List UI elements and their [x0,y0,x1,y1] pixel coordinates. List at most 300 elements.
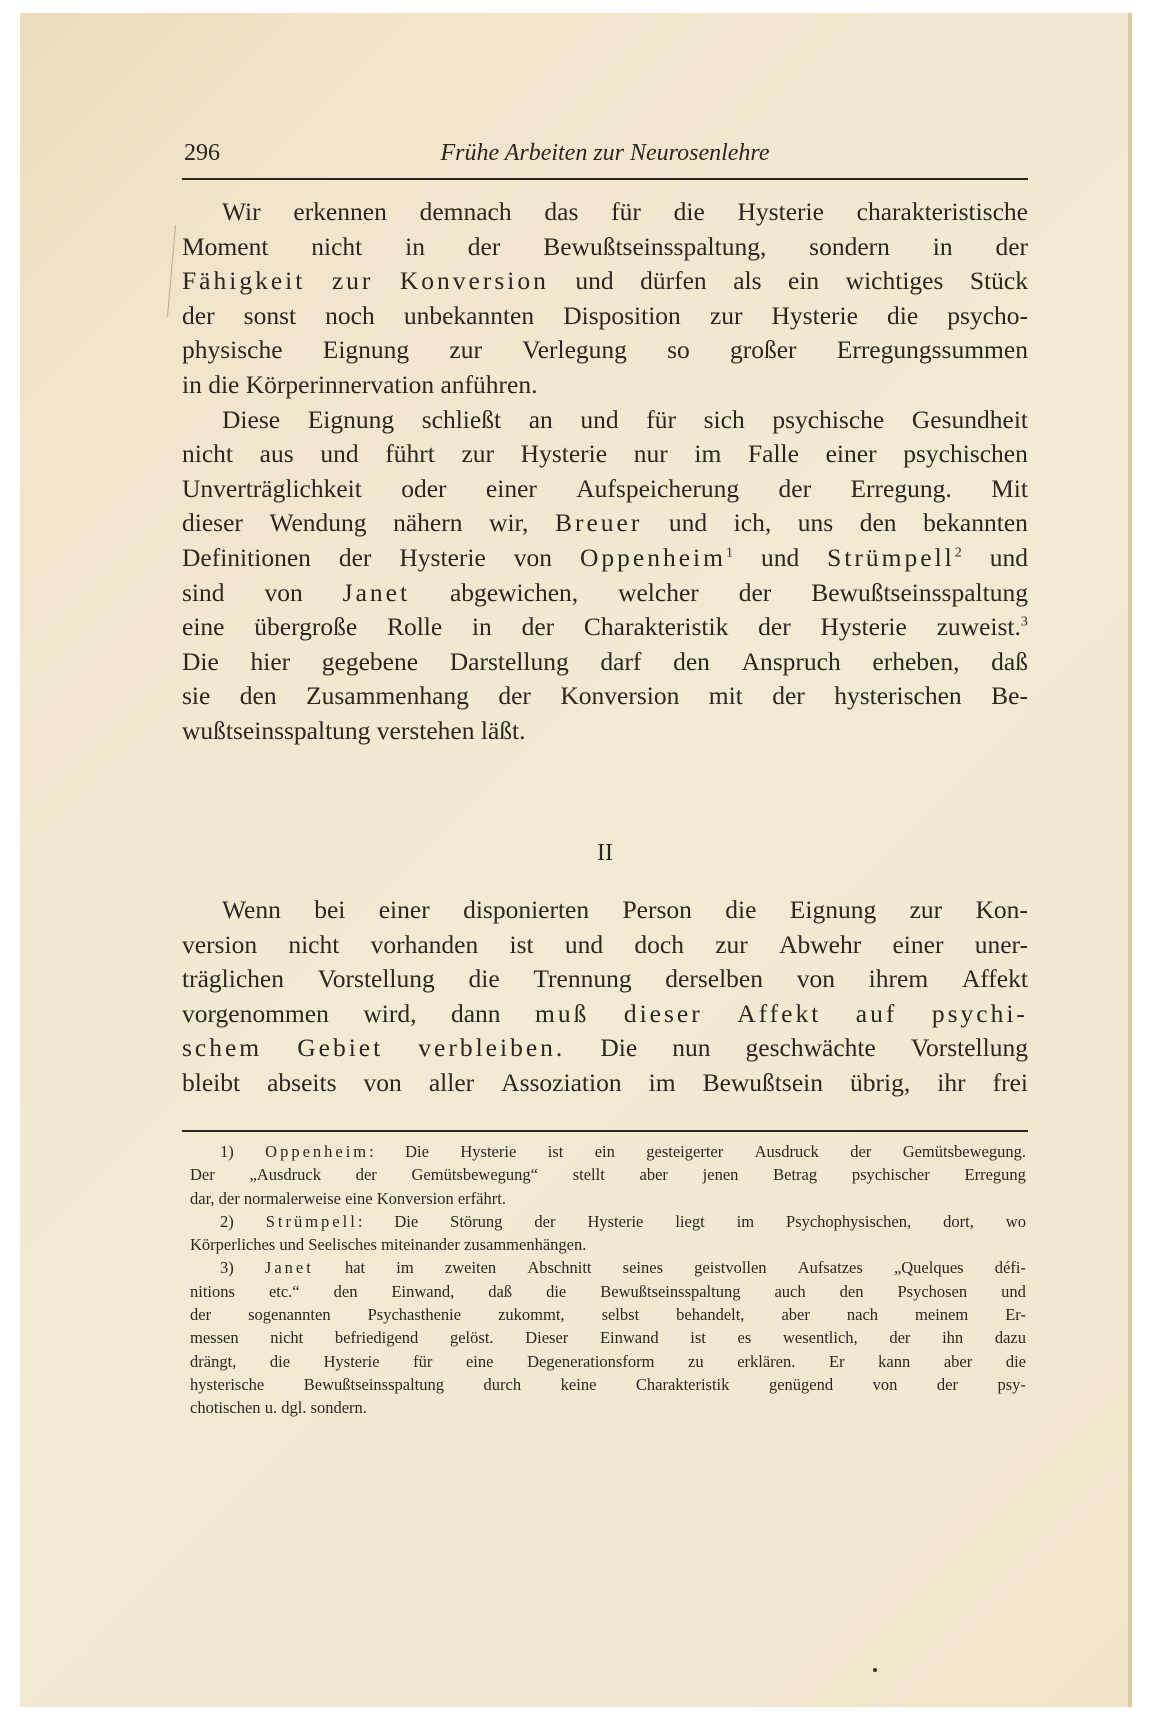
word [208,370,246,399]
word [857,195,1028,230]
word [325,299,375,334]
text-run: Stück [969,266,1028,296]
word [265,1398,282,1417]
text-run: die [673,197,705,226]
emphasized-text: auf [855,998,898,1028]
text-run: Hysterie [587,1211,644,1231]
text-run: einer [825,439,877,469]
word [860,506,897,541]
text-run: aus [259,439,294,469]
word [182,333,283,368]
word [488,1280,512,1303]
word [472,610,492,645]
word [703,1066,823,1101]
word [595,1140,615,1163]
word [580,403,618,438]
text-run: Erregung [964,1165,1026,1185]
word [897,1280,967,1303]
word [460,1140,516,1163]
word [368,1303,461,1326]
text-run: den [673,646,710,676]
word [182,679,210,714]
text-run: 2) [220,1211,234,1231]
text-line [182,928,1028,963]
text-run: hat [344,1258,366,1278]
word [377,716,481,745]
text-run: keine [560,1374,597,1394]
footnote-line [190,1303,1026,1326]
section-heading: II [597,840,613,866]
word [995,1256,1026,1279]
text-run: es [737,1328,752,1348]
text-run: kann [878,1351,911,1371]
word [576,472,739,507]
text-run: hysterische [190,1374,265,1394]
word [942,1326,963,1349]
text-run: eine [465,1351,494,1371]
word [837,333,1028,368]
text-run: im [736,1211,755,1231]
word [182,1031,262,1066]
text-run: wir, [489,508,529,538]
word [669,506,707,541]
text-run: nicht [270,1328,304,1348]
footnote-divider [182,1130,1028,1132]
word [733,264,761,299]
word [573,1163,605,1186]
text-run: seines [622,1258,663,1278]
emphasized-text: Strümpell [827,542,955,572]
word [561,1373,597,1396]
word [758,610,791,645]
text-run: Hysterie [323,1351,380,1371]
word [498,1303,564,1326]
word [182,610,224,645]
word [998,1373,1026,1396]
text-run: in [405,231,425,261]
text-line [182,333,1028,368]
word [190,1235,279,1254]
text-run: daß [991,646,1028,676]
footnote-line [190,1350,1026,1373]
word [1005,1303,1026,1326]
word [220,1256,234,1279]
text-run: Bewußtsein [702,1067,823,1097]
word [190,1398,265,1417]
word [394,1210,418,1233]
word [611,195,641,230]
word [739,576,772,611]
word [912,403,1028,438]
text-run: der [758,612,791,642]
text-run: Er [828,1351,845,1371]
word [915,1303,968,1326]
word [266,1210,363,1233]
word [324,1350,380,1373]
word [887,299,918,334]
word [734,506,772,541]
word [418,1031,565,1066]
text-run: Kon- [975,895,1028,924]
text-run: der [218,1188,240,1208]
word [450,645,569,680]
text-run: Psychosen [897,1281,968,1301]
word [1006,1210,1026,1233]
text-run: Körperliches [190,1235,276,1255]
word [636,1373,729,1396]
text-run: meinem [915,1305,969,1325]
word [182,370,208,399]
section-1-text [182,195,1028,749]
text-run: der [738,577,772,607]
text-run: selbst [601,1305,640,1325]
text-run: nicht [288,929,340,959]
word [933,230,953,265]
footnote-line [190,1280,1026,1303]
running-title: Frühe Arbeiten zur Neurosenlehre [440,140,770,166]
text-line [182,437,1028,472]
word [222,893,281,928]
text-run: nähern [393,508,463,538]
word [190,1163,215,1186]
text-run: psychischen [903,439,1028,469]
text-run: von [264,577,303,607]
word [737,1350,795,1373]
text-run: bekannten [923,508,1028,538]
text-run: psycho- [947,300,1028,330]
word [892,928,943,963]
word [190,1189,219,1208]
word [634,437,668,472]
pencil-margin-mark [167,225,176,317]
text-run: und [668,508,708,538]
text-line [182,714,1028,749]
word [182,1066,240,1101]
text-run: Vorstellung [317,964,435,994]
word [182,576,225,611]
word [737,997,821,1032]
text-run: zur [709,300,743,330]
text-run: die [208,369,240,399]
word [385,437,435,472]
text-run: für [646,404,676,434]
text-run: zur [449,335,482,365]
text-run: vorgenommen [182,998,329,1028]
word [222,195,261,230]
word [872,645,959,680]
word [676,1303,744,1326]
word [761,541,799,576]
text-run: von [872,1374,898,1394]
text-run: der [778,473,812,503]
footnote-line [190,1140,1026,1163]
text-run: Hysterie [820,612,907,642]
word [846,264,944,299]
text-run: der [355,1165,377,1185]
text-run: der [521,612,555,642]
word [565,928,603,963]
text-run: Trennung [533,964,632,994]
word [514,541,552,576]
text-run: Psychophysischen, [786,1211,912,1231]
text-run: und [760,542,800,572]
word [182,230,268,265]
text-run: die [468,964,500,994]
word [468,962,499,997]
word [293,195,386,230]
word [322,645,418,680]
text-run: stellt [572,1165,605,1185]
word [587,1210,643,1233]
word [250,645,290,680]
word [772,299,858,334]
word [269,506,366,541]
text-run: „Ausdruck [249,1165,321,1185]
word [991,645,1028,680]
word [746,1031,876,1066]
word [580,541,733,576]
text-run: zusammenhängen. [464,1235,587,1255]
emphasized-text: zur [331,266,374,296]
word [318,962,435,997]
text-run: normalerweise [243,1188,341,1208]
word [281,1398,310,1417]
footnote-line [190,1187,1026,1210]
text-run: Hysterie [771,300,858,330]
text-run: läßt. [480,715,526,745]
word [265,1140,374,1163]
text-line [182,230,1028,265]
text-run: ich, [733,508,772,538]
word [850,1140,871,1163]
word [529,403,553,438]
text-run: wird, [363,998,417,1028]
word [451,997,501,1032]
footnote-ref[interactable]: 1 [725,545,733,561]
text-run: die [1005,1351,1026,1371]
word [343,576,410,611]
word [220,1210,234,1233]
text-run: einer [378,895,430,924]
emphasized-text: Strümpell [265,1211,358,1231]
word [943,1210,974,1233]
word [450,1210,502,1233]
text-run: Definitionen [182,542,311,572]
footnotes [190,1140,1026,1420]
word [219,1189,244,1208]
running-header [182,138,1028,180]
text-run: vorhanden [370,929,479,959]
text-line [182,1031,1028,1066]
word [498,679,531,714]
word [363,997,416,1032]
text-line [182,893,1028,928]
word [399,541,485,576]
text-run: der [182,300,215,330]
text-run: der [338,542,372,572]
emphasized-text: Oppenheim [265,1142,370,1161]
word [182,962,284,997]
word [546,1280,566,1303]
text-run: Moment [182,231,269,261]
text-run: darf [600,646,642,676]
text-run: Charakteristik [635,1374,730,1394]
text-run: Psychasthenie [367,1305,462,1325]
text-run: chotischen [190,1398,261,1418]
footnote-line [190,1210,1026,1233]
emphasized-text: psychi- [931,998,1028,1028]
text-run: Ausdruck [754,1142,819,1161]
word [265,1256,314,1279]
word [993,1066,1028,1101]
footnote-ref[interactable]: 3 [1020,614,1028,630]
word [600,1280,740,1303]
text-run: den [859,508,897,538]
word [737,1210,754,1233]
word [694,1256,766,1279]
text-run: Gemütsbewegung“ [411,1165,538,1185]
text-run: hier [250,646,291,676]
word [182,299,215,334]
word [420,195,512,230]
word [463,893,589,928]
word [391,1280,454,1303]
text-run: ein [594,1142,615,1161]
text-run: Eignung [307,404,395,434]
text-line [182,997,1028,1032]
text-run: hysterischen [834,681,962,711]
text-run: der [772,681,805,711]
word [458,1189,506,1208]
text-run: erkennen [293,197,387,226]
text-run: psychischer [851,1165,930,1185]
text-run: Konversion [560,681,680,711]
word [878,1350,910,1373]
text-run: Gesundheit [911,404,1028,434]
text-run: liegt [675,1211,705,1231]
word [461,437,494,472]
text-run: Bewußtseinsspaltung [303,1374,445,1394]
word [501,1066,621,1101]
text-run: zur [909,895,943,924]
word [320,437,358,472]
word [779,928,861,963]
word [182,997,329,1032]
word [525,1326,568,1349]
emphasized-text: verbleiben. [418,1033,566,1063]
word [811,576,1028,611]
word [248,1303,330,1326]
text-run: die [546,1281,567,1301]
word [1006,1350,1026,1373]
text-run: Vorstellung [910,1033,1028,1063]
footnote-ref[interactable]: 2 [954,545,962,561]
word [937,1066,965,1101]
text-run: übrig, [850,1067,911,1097]
text-run: Hysterie [399,542,486,572]
word [730,333,797,368]
text-run: 1) [220,1142,234,1161]
text-run: an [528,404,553,434]
word [335,1326,418,1349]
word [308,1235,381,1254]
word [533,962,631,997]
word [715,928,748,963]
word [182,928,257,963]
emphasized-text: Fähigkeit [182,266,306,296]
word [772,403,884,438]
emphasized-text: Konversion [399,266,549,296]
word [182,506,243,541]
text-run: den [839,1281,864,1301]
text-run: welcher [618,577,699,607]
word [665,962,763,997]
word [911,1031,1028,1066]
text-run: Zusammenhang [306,681,469,711]
text-run: Er- [1005,1305,1026,1325]
word [222,403,280,438]
word [522,610,555,645]
word [910,893,943,928]
text-run: und [580,404,619,434]
word [600,1326,659,1349]
word [640,264,707,299]
word [748,437,799,472]
word [894,1256,964,1279]
word [738,1326,752,1349]
text-run: erklären. [737,1351,796,1371]
section-2-text [182,893,1028,1101]
text-run: Aufspeicherung [576,473,740,503]
text-run: aber [639,1165,668,1185]
text-run: großer [730,335,797,365]
text-run: der [190,1305,212,1325]
text-run: als [733,266,762,296]
emphasized-text: Gebiet [297,1033,384,1063]
text-line [182,299,1028,334]
word [600,645,641,680]
text-run: psy- [997,1374,1026,1394]
word [783,1326,858,1349]
word [850,1066,910,1101]
text-run: Wir [222,197,261,226]
text-run: Gemütsbewegung. [902,1142,1026,1161]
word [725,893,756,928]
text-run: anführen. [440,369,538,399]
text-run: zuweist. [936,612,1021,642]
word [575,264,613,299]
word [742,645,841,680]
word [820,610,906,645]
word [618,576,699,611]
word [323,333,409,368]
word [703,1163,739,1186]
word [769,1373,833,1396]
text-run: von [796,964,835,994]
text-run: der [936,1374,958,1394]
word [991,472,1028,507]
text-run: zweiten [444,1258,497,1278]
text-run: den [333,1281,358,1301]
word [244,299,296,334]
word [220,1140,234,1163]
text-run: version [182,929,258,959]
word [182,541,311,576]
text-run: nicht [182,439,233,469]
word [510,928,534,963]
word [674,195,705,230]
word [279,1235,308,1254]
